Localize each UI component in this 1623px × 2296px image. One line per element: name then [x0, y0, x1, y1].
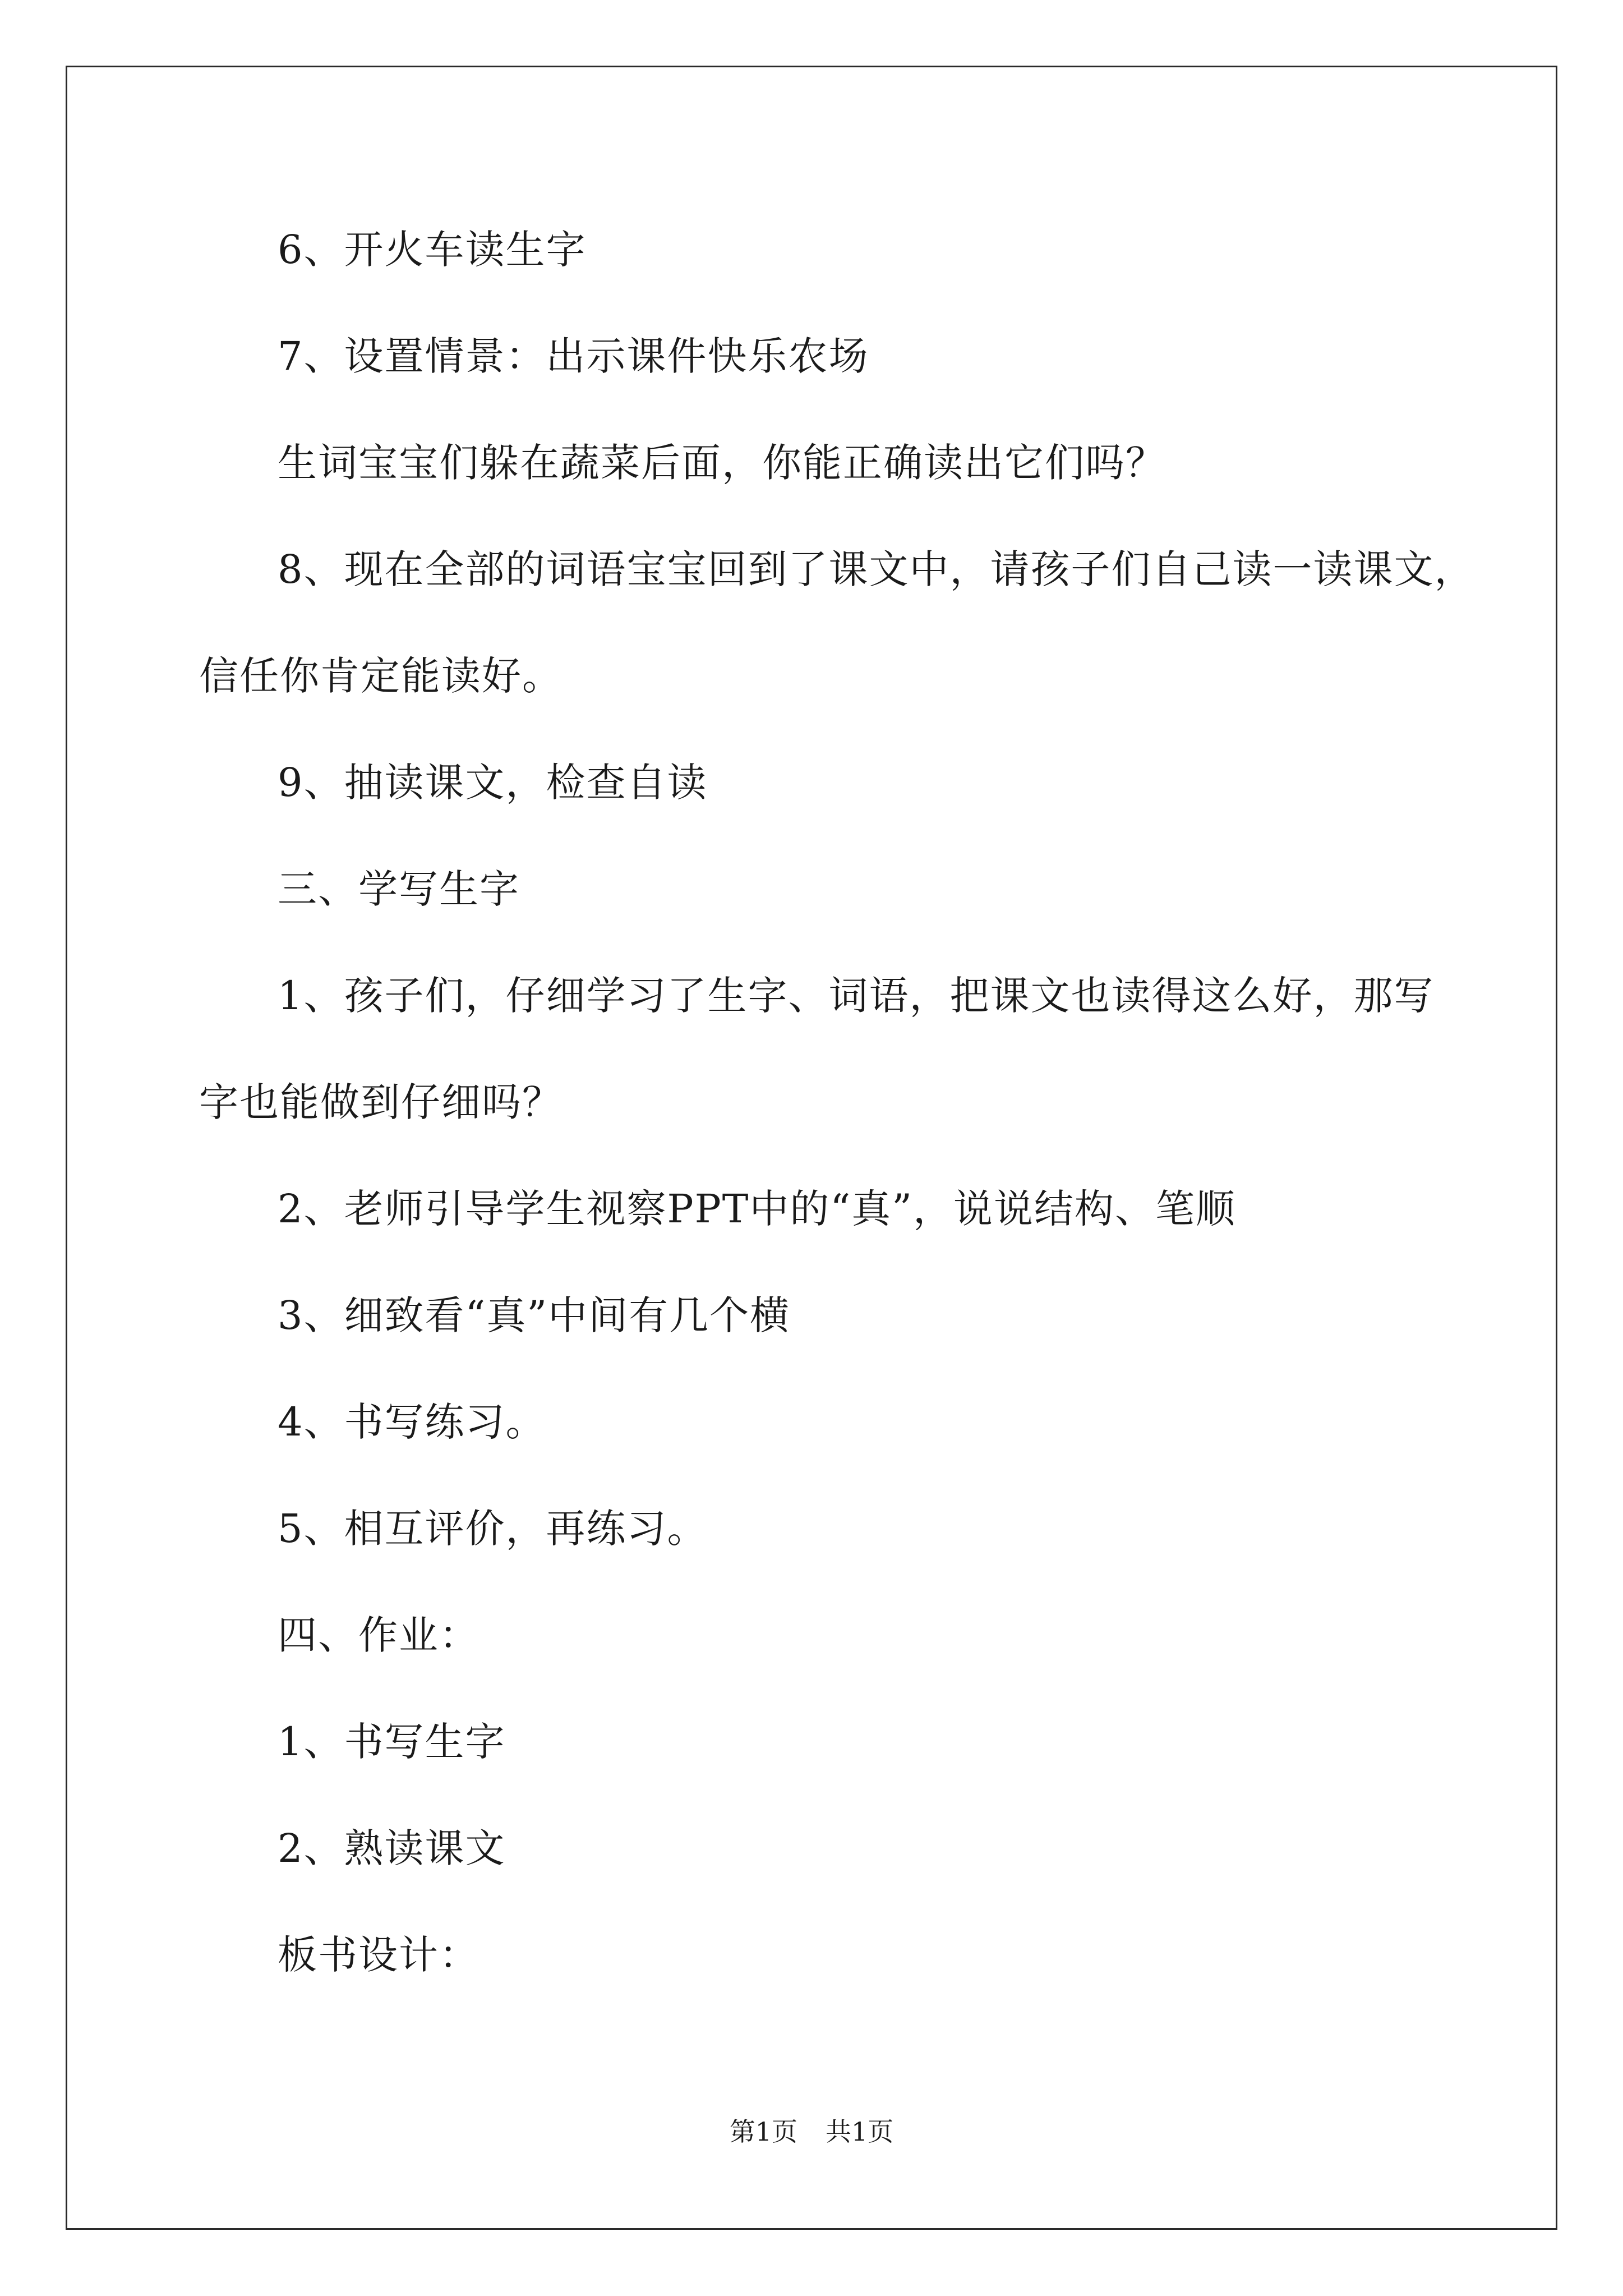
- paragraph-7: 2、老师引导学生视察PPT中的“真”，说说结构、笔顺: [278, 1186, 1236, 1232]
- section-heading-4: 四、作业：: [278, 1612, 479, 1658]
- paragraph-11: 1、书写生字: [278, 1719, 506, 1765]
- paragraph-8: 3、细致看“真”中间有几个横: [278, 1292, 791, 1338]
- page-footer: [0, 2115, 1623, 2148]
- paragraph-6-continued: 字也能做到仔细吗？: [199, 1079, 562, 1125]
- section-heading-3: 三、学写生字: [278, 866, 520, 912]
- paragraph-5: 9、抽读课文，检查自读: [278, 760, 708, 806]
- paragraph-6: 1、孩子们，仔细学习了生字、词语，把课文也读得这么好，那写: [278, 973, 1435, 1019]
- paragraph-4-continued: 信任你肯定能读好。: [199, 653, 562, 699]
- paragraph-9: 4、书写练习。: [278, 1399, 546, 1445]
- paragraph-4: 8、现在全部的词语宝宝回到了课文中，请孩子们自己读一读课文，: [278, 546, 1475, 592]
- paragraph-10: 5、相互评价，再练习。: [278, 1506, 708, 1552]
- page-number-current: 第1页: [729, 2116, 797, 2147]
- paragraph-13: 板书设计：: [278, 1932, 479, 1978]
- paragraph-12: 2、熟读课文: [278, 1825, 506, 1871]
- paragraph-1: 6、开火车读生字: [278, 227, 587, 273]
- paragraph-2: 7、设置情景：出示课件快乐农场: [278, 333, 869, 379]
- paragraph-3: 生词宝宝们躲在蔬菜后面，你能正确读出它们吗？: [278, 440, 1166, 486]
- page-border: [66, 66, 1557, 2230]
- page-number-total: 共1页: [826, 2116, 894, 2147]
